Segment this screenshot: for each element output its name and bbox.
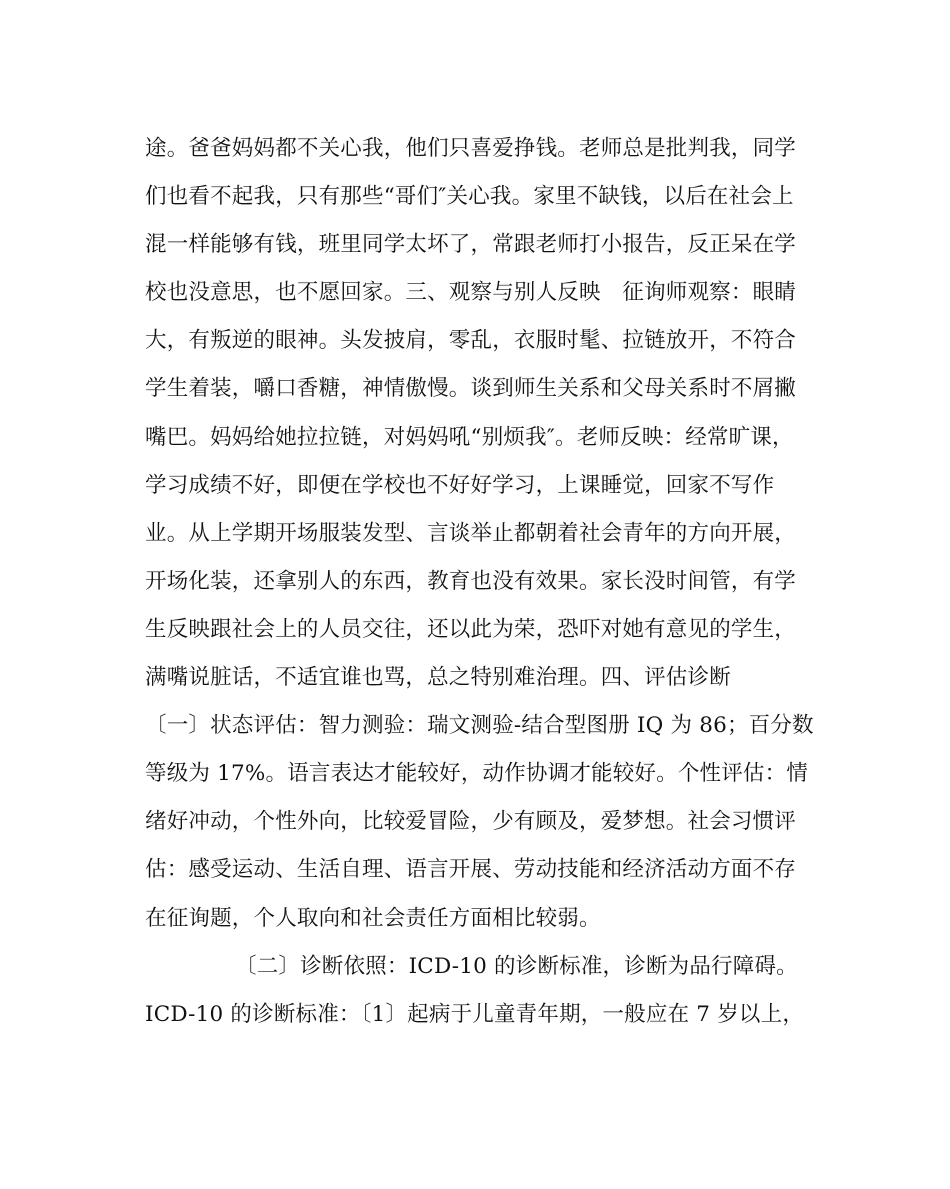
text-line: 们也看不起我，只有那些“哥们″关心我。家里不缺钱，以后在社会上 — [145, 184, 794, 210]
text-line: 等级为 17%。语言表达才能较好，动作协调才能较好。个性评估：情 — [145, 761, 809, 787]
body-text — [145, 125, 815, 1039]
text-line: 绪好冲动，个性外向，比较爱冒险，少有顾及，爱梦想。社会习惯评 — [145, 809, 797, 835]
text-line: 途。爸爸妈妈都不关心我，他们只喜爱挣钱。老师总是批判我，同学 — [145, 136, 797, 161]
text-line: 嘴巴。妈妈给她拉拉链，对妈妈吼“别烦我″。老师反映：经常旷课， — [145, 424, 794, 450]
text-line: 生反映跟社会上的人员交往，还以此为荣，恐吓对她有意见的学生， — [145, 616, 797, 642]
text-line: ICD-10 的诊断标准：〔1〕起病于儿童青年期，一般应在 7 岁以上， — [145, 1001, 805, 1027]
text-line: 校也没意思，也不愿回家。三、观察与别人反映 征询师观察：眼睛 — [145, 280, 797, 306]
text-line: 业。从上学期开场服装发型、言谈举止都朝着社会青年的方向开展， — [145, 520, 797, 546]
text-line: 开场化装，还拿别人的东西，教育也没有效果。家长没时间管，有学 — [145, 568, 797, 594]
text-line: 学生着装，嚼口香糖，神情傲慢。谈到师生关系和父母关系时不屑撇 — [145, 376, 797, 402]
text-line: 〔一〕状态评估：智力测验：瑞文测验-结合型图册 IQ 为 86；百分数 — [145, 713, 814, 739]
text-line: 大，有叛逆的眼神。头发披肩，零乱，衣服时髦、拉链放开，不符合 — [145, 328, 797, 354]
text-line: 满嘴说脏话，不适宜谁也骂，总之特别难治理。四、评估诊断 — [145, 665, 731, 691]
section-heading-line: 〔二〕诊断依照：ICD-10 的诊断标准，诊断为品行障碍。 — [235, 953, 798, 979]
text-line: 估：感受运动、生活自理、语言开展、劳动技能和经济活动方面不存 — [145, 857, 797, 883]
text-line: 混一样能够有钱，班里同学太坏了，常跟老师打小报告，反正呆在学 — [145, 232, 797, 258]
text-line: 在征询题，个人取向和社会责任方面相比较弱。 — [145, 905, 601, 931]
text-line: 学习成绩不好，即便在学校也不好好学习，上课睡觉，回家不写作 — [145, 472, 775, 498]
